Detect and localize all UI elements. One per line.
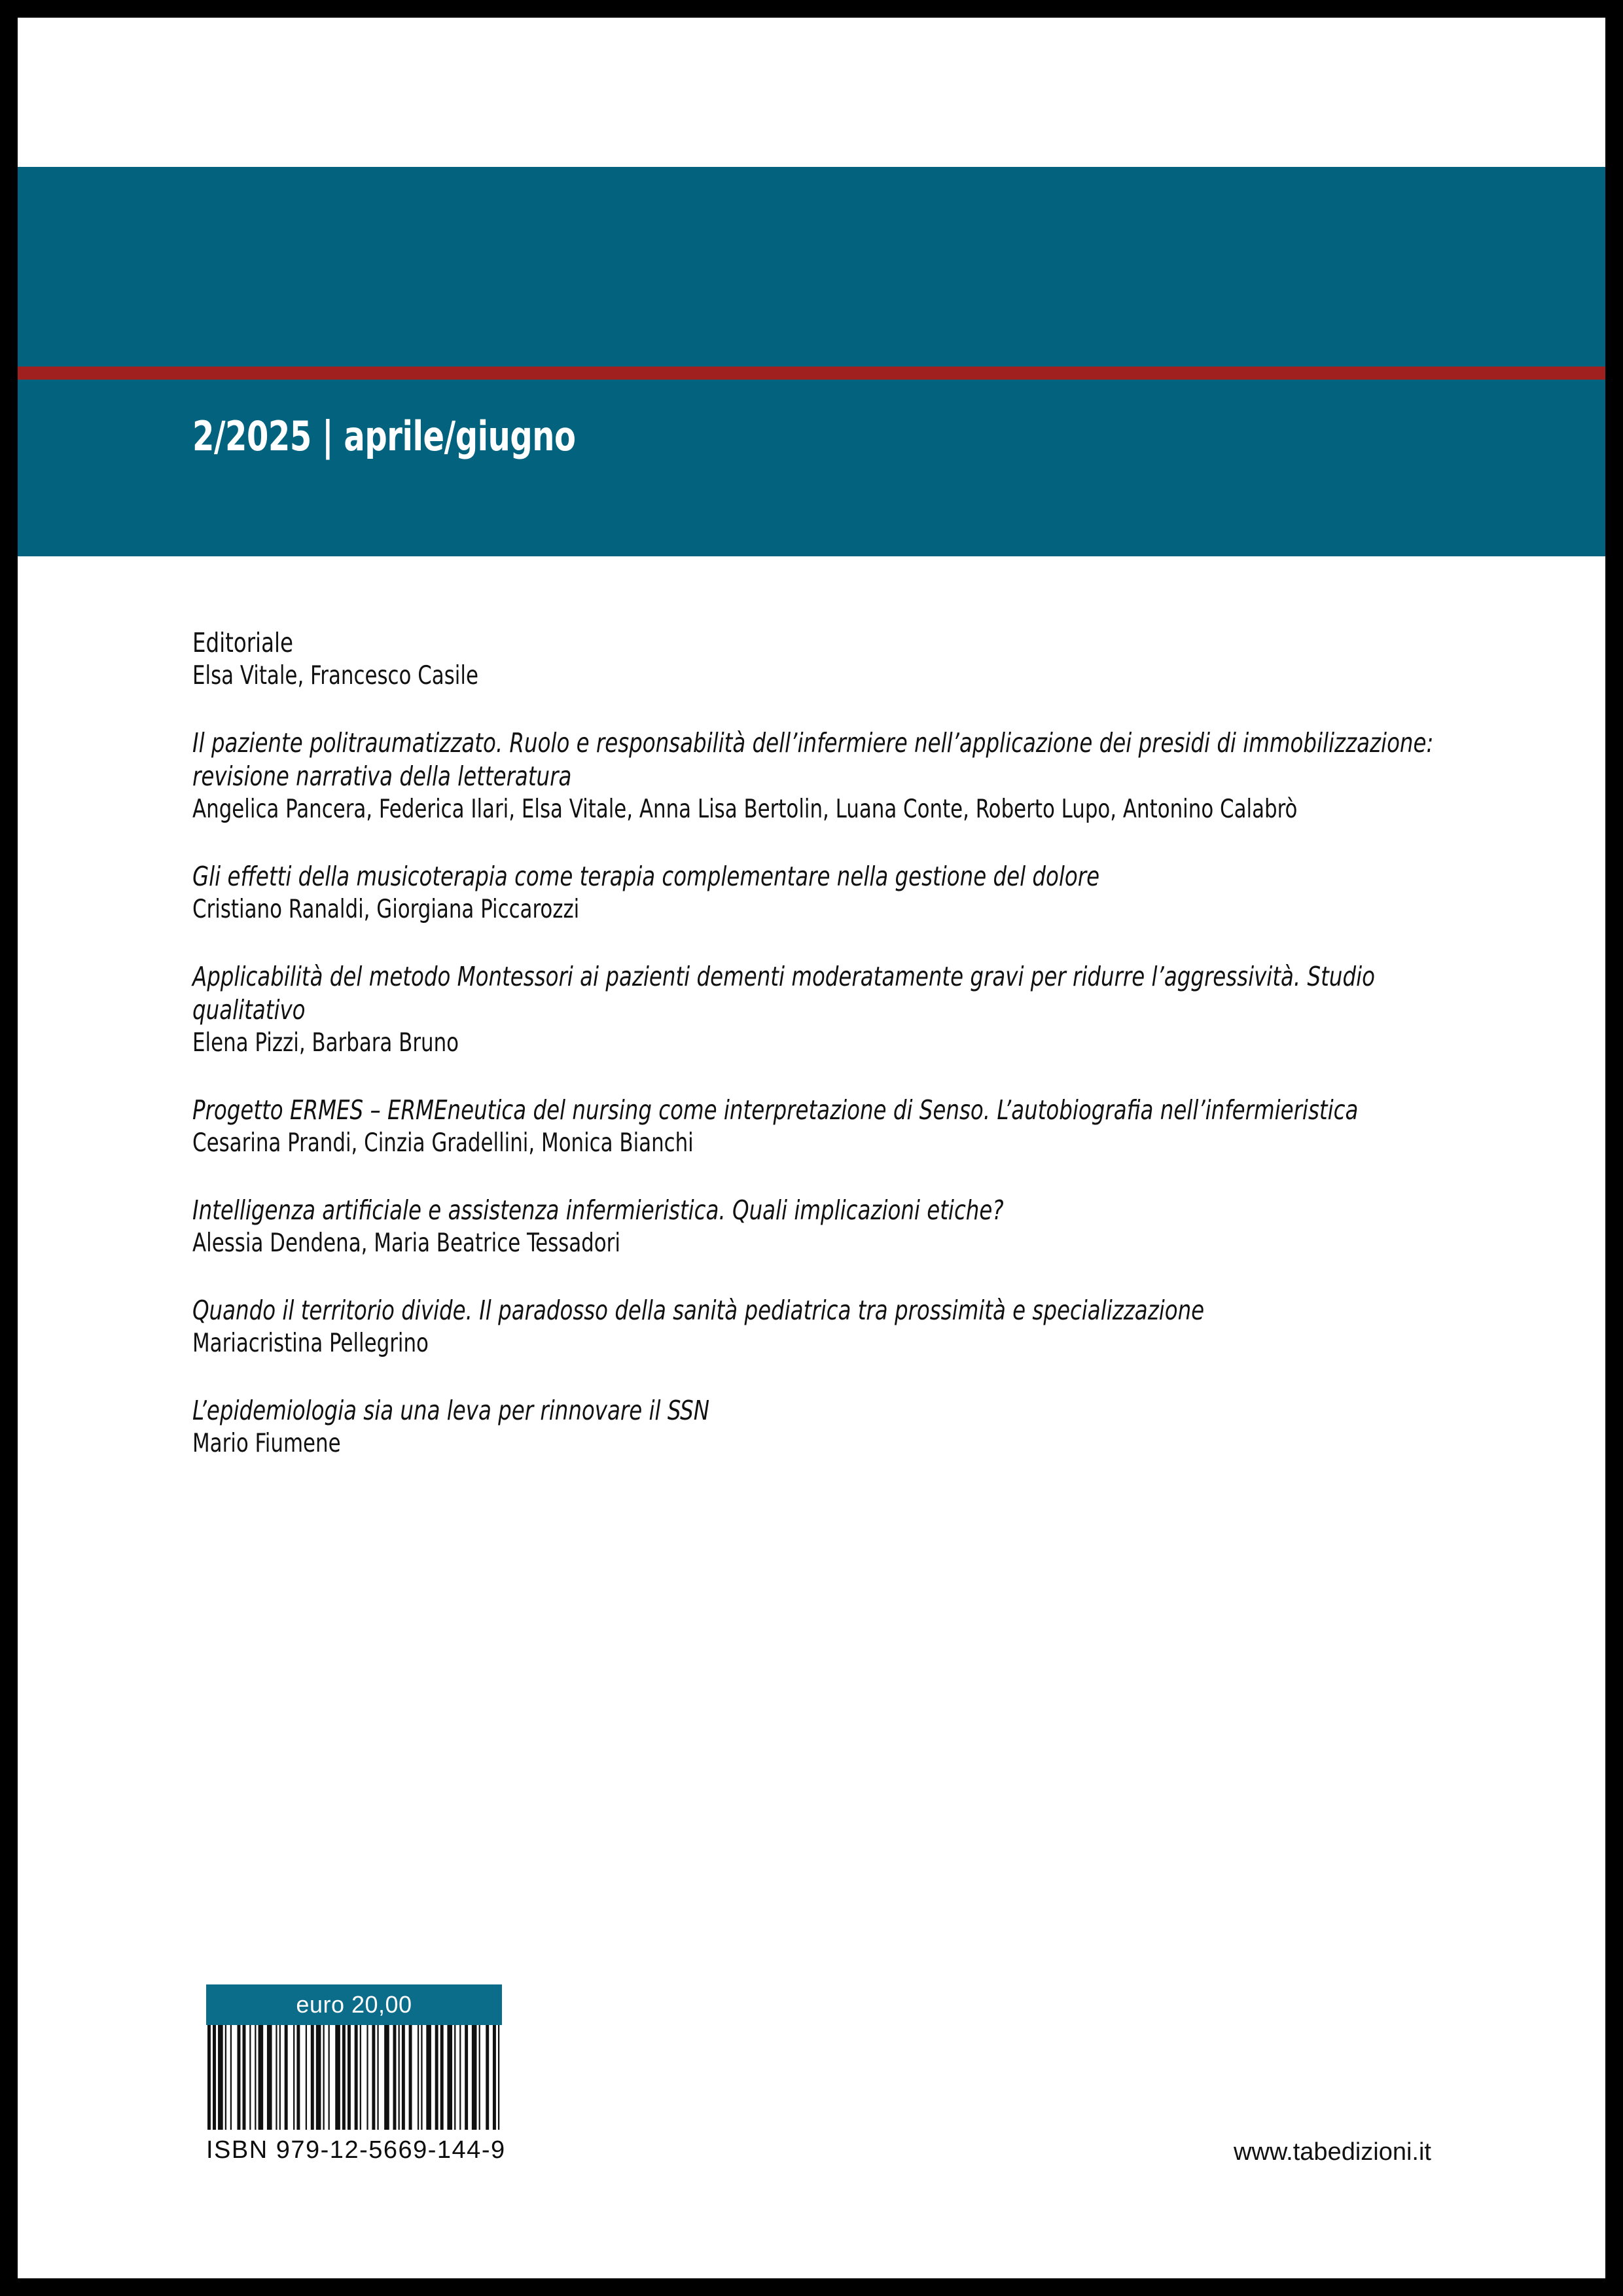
price-label: euro 20,00 — [206, 1984, 502, 2025]
toc-entry — [192, 726, 1436, 826]
barcode-block — [206, 1984, 506, 2164]
book-back-cover — [18, 18, 1605, 2278]
toc-entry-title: Editoriale — [192, 627, 293, 658]
toc-entry — [192, 860, 1436, 926]
toc-entry-title: Intelligenza artificiale e assistenza infermieristica. Quali implicazioni etiche? — [192, 1194, 1004, 1226]
issue-title: 2/2025 | aprile/giugno — [192, 412, 576, 460]
barcode-image — [206, 2025, 502, 2130]
publisher-website: www.tabedizioni.it — [1233, 2138, 1431, 2166]
issue-banner — [18, 167, 1605, 556]
toc-entry-title: Il paziente politraumatizzato. Ruolo e responsabilità dell’infermiere nell’applicazione dei presidi di immobilizzazione: revisione narrativa della letteratura — [192, 727, 1434, 792]
toc-entry-authors: Elsa Vitale, Francesco Casile — [192, 661, 478, 691]
toc-entry-title: Progetto ERMES – ERMEneutica del nursing come interpretazione di Senso. L’autobiografia nell’infermieristica — [192, 1094, 1359, 1126]
toc-entry — [192, 1394, 1436, 1460]
toc-entry-title: Applicabilità del metodo Montessori ai pazienti dementi moderatamente gravi per ridurre l’aggressività. Studio qualitativo — [192, 961, 1375, 1026]
toc-entry-authors: Cesarina Prandi, Cinzia Gradellini, Monica Bianchi — [192, 1128, 694, 1158]
toc-entry-title: Gli effetti della musicoterapia come terapia complementare nella gestione del dolore — [192, 861, 1100, 892]
toc-entry-authors: Alessia Dendena, Maria Beatrice Tessadori — [192, 1229, 620, 1258]
toc-entry-authors: Elena Pizzi, Barbara Bruno — [192, 1028, 459, 1058]
toc-entry-authors: Mariacristina Pellegrino — [192, 1329, 429, 1358]
banner-accent-rule — [18, 367, 1605, 380]
toc-entry-title: L’epidemiologia sia una leva per rinnovare il SSN — [192, 1395, 710, 1426]
toc-entry — [192, 1194, 1436, 1260]
toc-entry-authors: Angelica Pancera, Federica Ilari, Elsa Vitale, Anna Lisa Bertolin, Luana Conte, Roberto Lupo, Antonino Calabrò — [192, 795, 1298, 824]
toc-entry — [192, 626, 1436, 692]
table-of-contents — [192, 626, 1436, 1494]
toc-entry-title: Quando il territorio divide. Il paradosso della sanità pediatrica tra prossimità e specializzazione — [192, 1295, 1205, 1326]
toc-entry-authors: Mario Fiumene — [192, 1429, 341, 1458]
toc-entry — [192, 960, 1436, 1060]
toc-entry-authors: Cristiano Ranaldi, Giorgiana Piccarozzi — [192, 895, 580, 924]
toc-entry — [192, 1294, 1436, 1360]
toc-entry — [192, 1094, 1436, 1160]
isbn-label: ISBN 979-12-5669-144-9 — [206, 2136, 506, 2164]
